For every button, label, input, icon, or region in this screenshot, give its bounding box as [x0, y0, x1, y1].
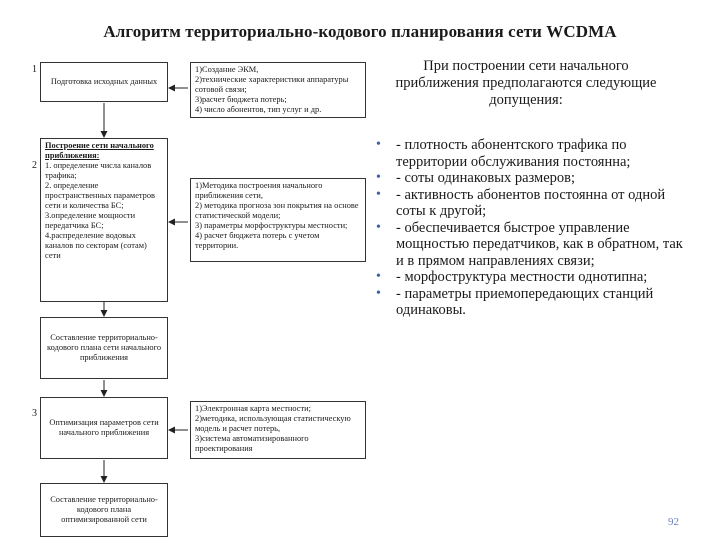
box-compile-initial-plan: Составление территориально-кодового плана сети начального приближения — [40, 317, 168, 379]
box-initial-approximation-notes: 1)Методика построения начального приближения сети, 2) методика прогноза зон покрытия на основе статистической модели; 3) параметры морфоструктуры местности; 4) расчет бюджета потерь с учетом территории. — [190, 178, 366, 262]
stage-number-1: 1 — [32, 64, 37, 75]
stage-number-3: 3 — [32, 408, 37, 419]
assumptions-list — [372, 137, 690, 319]
box-prepare-input-data: Подготовка исходных данных — [40, 62, 168, 102]
box-optimize-parameters: Оптимизация параметров сети начального приближения — [40, 397, 168, 459]
box-optimization-notes: 1)Электронная карта местности; 2)методика, использующая статистическую модель и расчет потерь, 3)система автоматизированного проектирования — [190, 401, 366, 459]
box-input-data-notes: 1)Создание ЭКМ, 2)технические характеристики аппаратуры сотовой связи; 3)расчет бюджета потерь; 4) число абонентов, тип услуг и др. — [190, 62, 366, 118]
assumption-item: • - соты одинаковых размеров; — [372, 170, 690, 187]
assumption-item: • - активность абонентов постоянна от одной соты к другой; — [372, 187, 690, 220]
assumption-item: • - плотность абонентского трафика по территории обслуживания постоянна; — [372, 137, 690, 170]
stage-number-2: 2 — [32, 160, 37, 171]
page-number: 92 — [668, 516, 679, 528]
assumption-item: • - параметры приемопередающих станций одинаковы. — [372, 286, 690, 319]
box-compile-optimized-plan: Составление территориально-кодового плана оптимизированной сети — [40, 483, 168, 537]
assumption-item: • - морфоструктура местности однотипна; — [372, 269, 690, 286]
assumption-item: • - обеспечивается быстрое управление мощностью передатчиков, как в обратном, так и в прямом направлениях связи; — [372, 220, 690, 270]
slide-title: Алгоритм территориально-кодового планирования сети WCDMA — [103, 22, 617, 41]
assumptions-intro: При построении сети начального приближения предполагаются следующие допущения: — [395, 58, 657, 108]
box-initial-approximation: Построение сети начального приближения: 1. определение числа каналов трафика; 2. определение пространственных параметров сети и количества БС; 3.определение мощности передатчика БС; 4.распределение водовых каналов по секторам (сотам) сети — [40, 138, 168, 302]
